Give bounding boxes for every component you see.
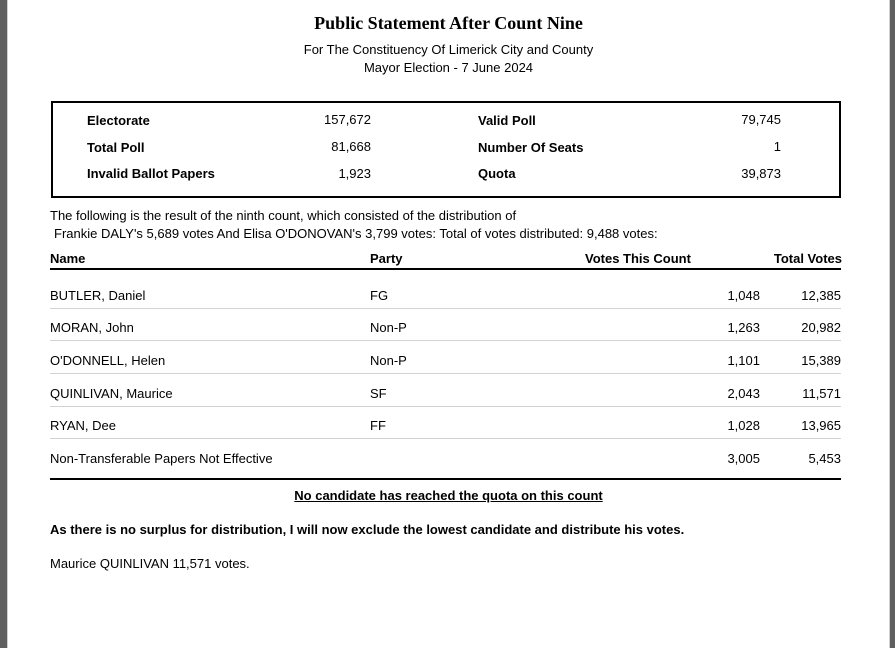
row-divider	[50, 373, 841, 374]
table-row	[50, 320, 841, 353]
table-row	[50, 418, 841, 451]
excluded-candidate: Maurice QUINLIVAN 11,571 votes.	[50, 556, 250, 571]
seats-label: Number Of Seats	[478, 140, 584, 155]
non-transferable-label: Non-Transferable Papers Not Effective	[50, 451, 273, 466]
row-divider	[50, 406, 841, 407]
header-votes-this-count: Votes This Count	[585, 251, 691, 266]
valid-poll-label: Valid Poll	[478, 113, 536, 128]
constituency-subtitle: For The Constituency Of Limerick City and County	[303, 42, 594, 57]
distribution-description: The following is the result of the ninth count, which consisted of the distribution of	[50, 208, 517, 223]
surplus-statement: As there is no surplus for distribution, I will now exclude the lowest candidate and distribute his votes.	[50, 522, 685, 537]
document-page	[7, 0, 890, 648]
votes-this-count: 1,048	[727, 288, 760, 303]
invalid-papers-label: Invalid Ballot Papers	[87, 166, 215, 181]
total-poll-label: Total Poll	[87, 140, 145, 155]
votes-this-count: 1,101	[727, 353, 760, 368]
quota-value: 39,873	[741, 166, 781, 181]
candidate-party: FF	[370, 418, 386, 433]
invalid-papers-value: 1,923	[338, 166, 371, 181]
candidate-party: FG	[370, 288, 389, 303]
header-party: Party	[370, 251, 403, 266]
table-bottom-divider	[50, 478, 841, 480]
candidate-name: RYAN, Dee	[50, 418, 116, 433]
table-row	[50, 353, 841, 386]
electorate-label: Electorate	[87, 113, 150, 128]
total-votes: 20,982	[801, 320, 841, 335]
quota-label: Quota	[478, 166, 516, 181]
candidate-name: QUINLIVAN, Maurice	[50, 386, 173, 401]
votes-this-count: 3,005	[727, 451, 760, 466]
candidate-party: SF	[370, 386, 387, 401]
header-divider	[50, 268, 841, 270]
row-divider	[50, 438, 841, 439]
votes-this-count: 1,263	[727, 320, 760, 335]
row-divider	[50, 308, 841, 309]
candidate-party: Non-P	[370, 353, 407, 368]
header-total-votes: Total Votes	[773, 251, 842, 266]
candidate-name: MORAN, John	[50, 320, 134, 335]
table-row	[50, 386, 841, 419]
total-votes: 5,453	[808, 451, 841, 466]
valid-poll-value: 79,745	[741, 112, 781, 127]
electorate-value: 157,672	[324, 112, 371, 127]
table-row	[50, 288, 841, 321]
total-votes: 12,385	[801, 288, 841, 303]
total-votes: 15,389	[801, 353, 841, 368]
candidate-party: Non-P	[370, 320, 407, 335]
seats-value: 1	[773, 139, 781, 154]
header-name: Name	[50, 251, 86, 266]
votes-this-count: 1,028	[727, 418, 760, 433]
candidate-name: BUTLER, Daniel	[50, 288, 146, 303]
total-poll-value: 81,668	[331, 139, 371, 154]
votes-this-count: 2,043	[727, 386, 760, 401]
total-votes: 13,965	[801, 418, 841, 433]
candidate-name: O'DONNELL, Helen	[50, 353, 166, 368]
total-votes: 11,571	[802, 386, 841, 401]
quota-notice: No candidate has reached the quota on this count	[294, 488, 603, 503]
page-title: Public Statement After Count Nine	[314, 13, 583, 33]
election-subtitle: Mayor Election - 7 June 2024	[363, 60, 534, 75]
statistics-box	[51, 101, 841, 198]
row-divider	[50, 340, 841, 341]
distribution-detail: Frankie DALY's 5,689 votes And Elisa O'DONOVAN's 3,799 votes: Total of votes distributed: 9,488 votes:	[54, 226, 658, 241]
